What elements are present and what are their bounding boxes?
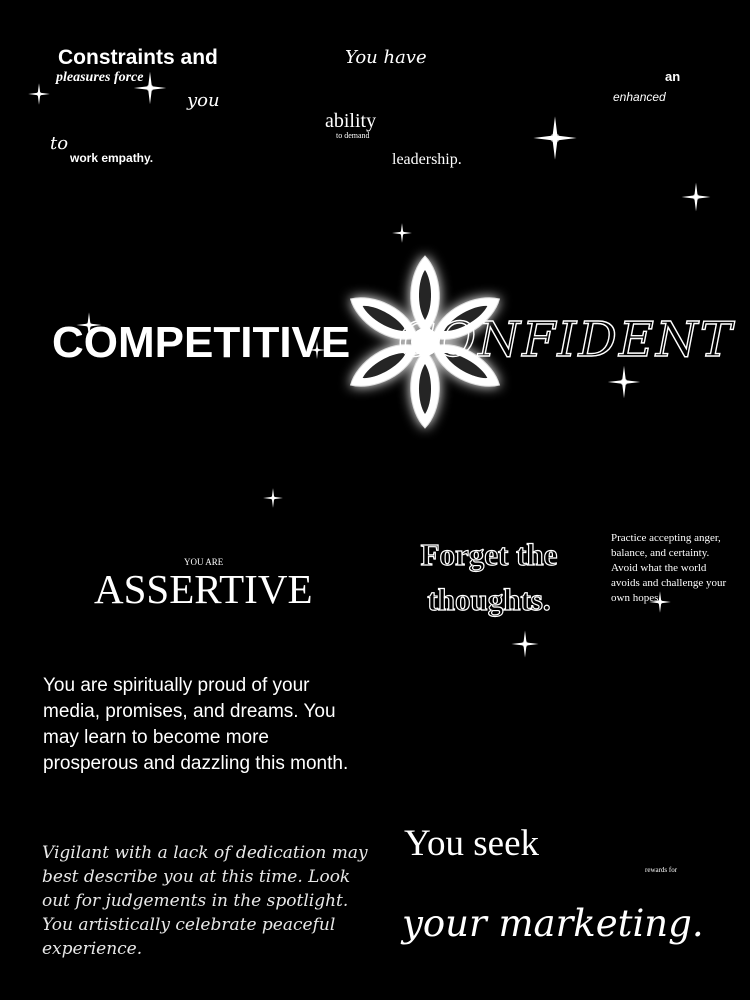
phrase-pleasures: pleasures force xyxy=(56,70,144,85)
phrase-you: you xyxy=(187,90,220,111)
sparkle-star-icon xyxy=(510,629,540,659)
vigilant-paragraph: Vigilant with a lack of dedication may best describe you at this time. Look out for judgements in the spotlight. You artistically celebrate peaceful experience. xyxy=(42,843,368,959)
headline-competitive: COMPETITIVE xyxy=(52,318,351,367)
title-assertive: ASSERTIVE xyxy=(94,566,313,612)
sparkle-star-icon xyxy=(391,222,413,244)
sparkle-star-icon xyxy=(680,181,712,213)
phrase-enhanced: enhanced xyxy=(613,90,666,104)
phrase-an: an xyxy=(665,69,681,84)
phrase-constraints: Constraints and xyxy=(58,46,218,69)
sparkle-star-icon xyxy=(531,114,579,162)
phrase-rewards-for: rewards for xyxy=(645,866,678,874)
sparkle-star-icon xyxy=(606,364,642,400)
phrase-ability: ability xyxy=(325,110,377,132)
proud-paragraph: You are spiritually proud of your media, promises, and dreams. You may learn to become more prosperous and dazzling this month. xyxy=(43,675,349,774)
practice-paragraph: Practice accepting anger, balance, and certainty. Avoid what the world avoids and challenge your own hopes. xyxy=(611,532,727,604)
phrase-your-marketing: your marketing. xyxy=(402,902,704,945)
sparkle-star-icon xyxy=(27,82,51,106)
phrase-to: to xyxy=(50,133,69,154)
phrase-work-empathy: work empathy. xyxy=(70,151,154,165)
title-forget-the-thoughts: Forget the thoughts. xyxy=(420,537,558,617)
phrase-you-have: You have xyxy=(345,47,427,68)
phrase-to-demand: to demand xyxy=(336,131,370,140)
headline-confident: CONFIDENT xyxy=(398,312,734,368)
phrase-you-seek: You seek xyxy=(404,823,540,864)
sparkle-star-icon xyxy=(262,487,284,509)
phrase-leadership: leadership. xyxy=(392,151,462,168)
label-you-are: YOU ARE xyxy=(184,557,224,567)
